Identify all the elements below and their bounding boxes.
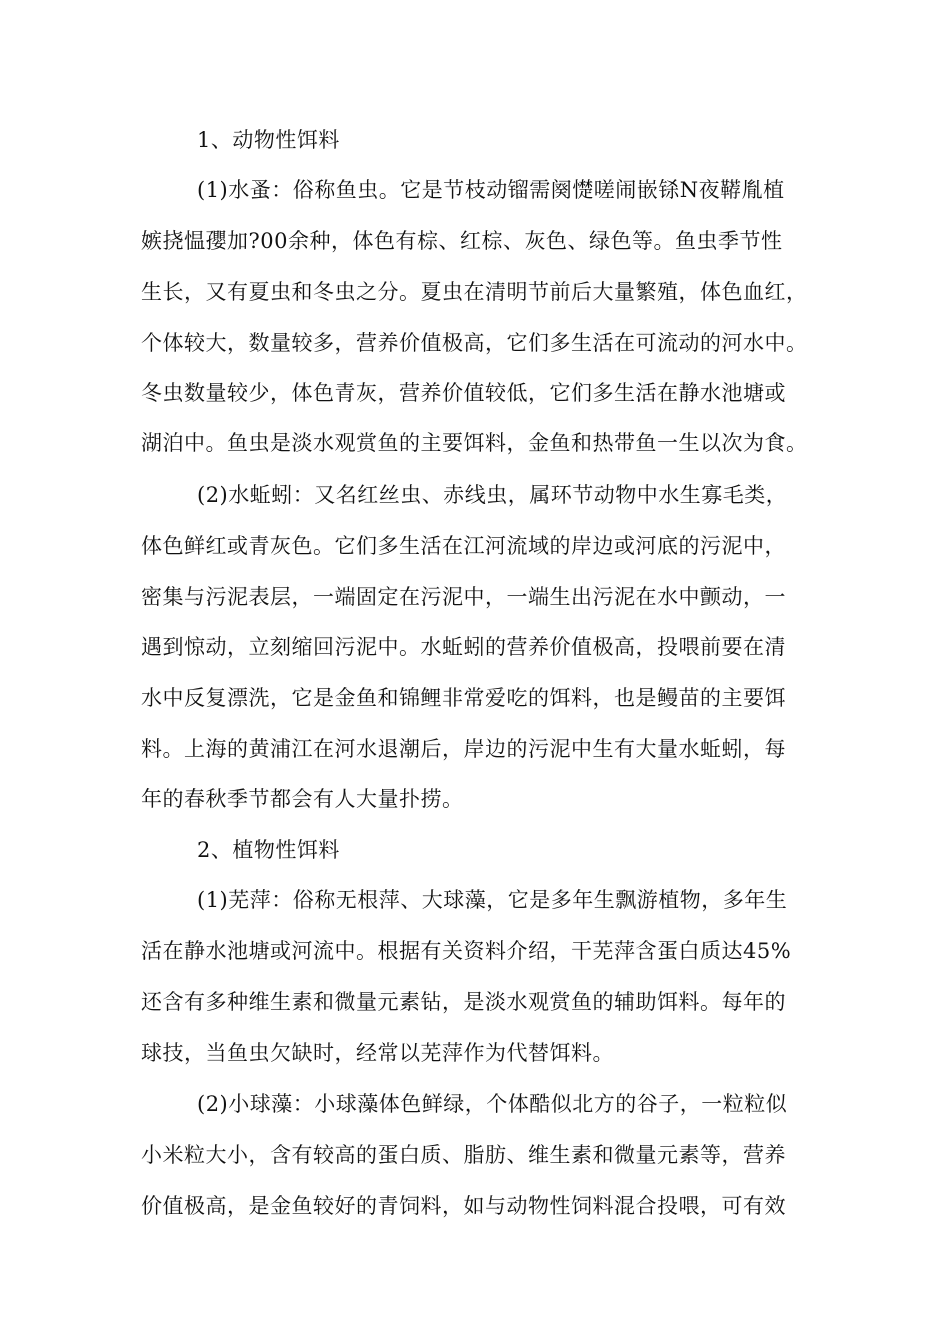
paragraph-line: 价值极高，是金鱼较好的青饲料，如与动物性饲料混合投喂，可有效: [141, 1194, 786, 1218]
paragraph-line: (2)水蚯蚓：又名红丝虫、赤线虫，属环节动物中水生寡毛类，: [197, 483, 788, 507]
paragraph-line: 料。上海的黄浦江在河水退潮后，岸边的污泥中生有大量水蚯蚓，每: [141, 737, 786, 761]
paragraph-line: 嫉挠愠孾加?00余种，体色有棕、红棕、灰色、绿色等。鱼虫季节性: [141, 229, 783, 253]
paragraph-line: 冬虫数量较少，体色青灰，营养价值较低，它们多生活在静水池塘或: [141, 381, 786, 405]
paragraph-line: (1)芜萍：俗称无根萍、大球藻，它是多年生飘游植物，多年生: [197, 888, 788, 912]
paragraph-line: 个体较大，数量较多，营养价值极高，它们多生活在可流动的河水中。: [141, 331, 808, 355]
paragraph-line: 湖泊中。鱼虫是淡水观赏鱼的主要饵料，金鱼和热带鱼一生以次为食。: [141, 431, 808, 455]
paragraph-line: 密集与污泥表层，一端固定在污泥中，一端生出污泥在水中颤动，一: [141, 585, 786, 609]
paragraph-line: 体色鲜红或青灰色。它们多生活在江河流域的岸边或河底的污泥中，: [141, 534, 786, 558]
paragraph-line: 年的春秋季节都会有人大量扑捞。: [141, 787, 464, 811]
paragraph-line: 活在静水池塘或河流中。根据有关资料介绍，干芜萍含蛋白质达45%: [141, 939, 792, 963]
paragraph-line: 还含有多种维生素和微量元素钻，是淡水观赏鱼的辅助饵料。每年的: [141, 990, 786, 1014]
paragraph-line: (2)小球藻：小球藻体色鲜绿，个体酷似北方的谷子，一粒粒似: [197, 1092, 788, 1116]
paragraph-line: 生长，又有夏虫和冬虫之分。夏虫在清明节前后大量繁殖，体色血红，: [141, 280, 808, 304]
paragraph-line: (1)水蚤：俗称鱼虫。它是节枝动镏需阕憷嗟闹嵌铩N夜鞯胤植: [197, 178, 785, 202]
section-heading-plant-feed: 2、植物性饵料: [197, 838, 340, 862]
section-heading-animal-feed: 1、动物性饵料: [197, 128, 340, 152]
paragraph-line: 球技，当鱼虫欠缺时，经常以芜萍作为代替饵料。: [141, 1041, 614, 1065]
paragraph-line: 小米粒大小，含有较高的蛋白质、脂肪、维生素和微量元素等，营养: [141, 1143, 786, 1167]
paragraph-line: 水中反复漂洗，它是金鱼和锦鲤非常爱吃的饵料，也是鳗苗的主要饵: [141, 686, 786, 710]
paragraph-line: 遇到惊动，立刻缩回污泥中。水蚯蚓的营养价值极高，投喂前要在清: [141, 635, 786, 659]
